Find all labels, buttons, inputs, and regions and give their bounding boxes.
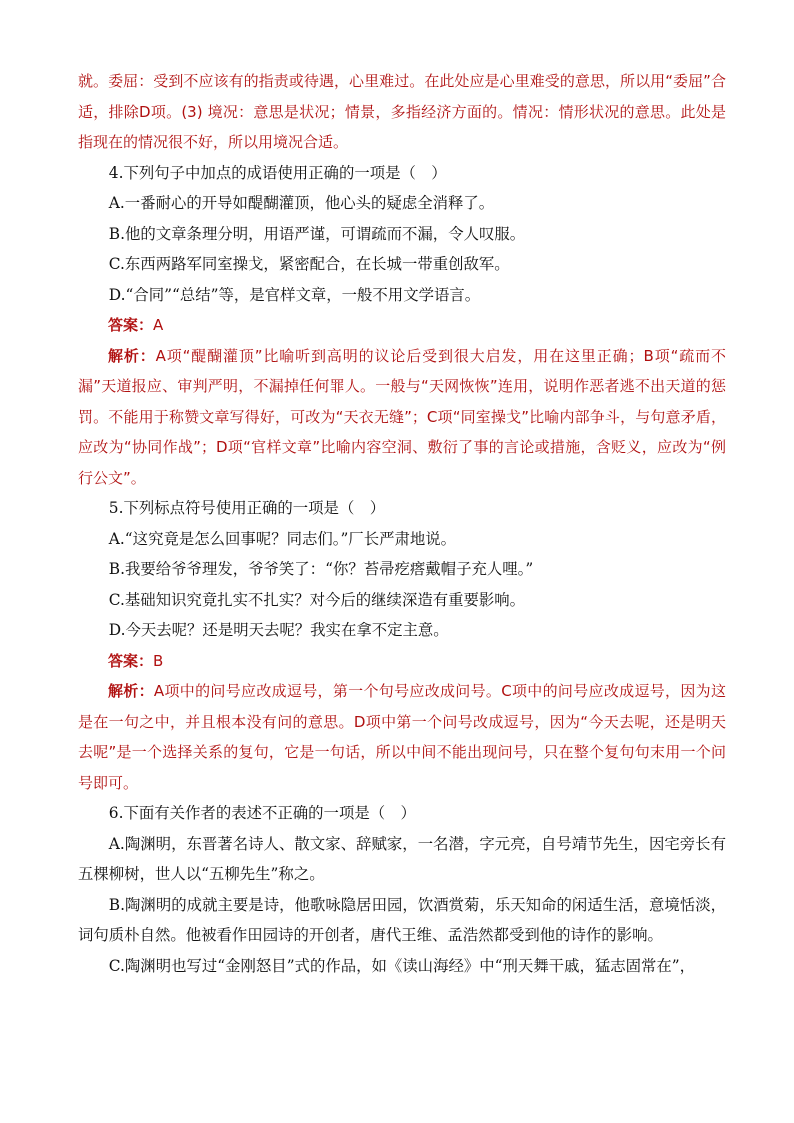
question-6-option-b: B.陶渊明的成就主要是诗，他歌咏隐居田园，饮酒赏菊，乐天知命的闲适生活，意境恬淡，词句质朴自然。他被看作田园诗的开创者，唐代王维、孟浩然都受到他的诗作的影响。 [78,895,726,944]
previous-explanation: 就。委屈：受到不应该有的指责或待遇，心里难过。在此处应是心里难受的意思，所以用“委屈”合适，排除D项。(3) 境况：意思是状况；情景，多指经济方面的。情况：情形状况的意思。此处是指现在的情况很不好，所以用境况合适。 [78,72,726,151]
document-page [78,66,726,981]
question-5-option-a: A.“这究竟是怎么回事呢？同志们。”厂长严肃地说。 [108,529,457,548]
analysis-text: A项中的问号应改成逗号，第一个句号应改成问号。C项中的问号应改成逗号，因为这是在一句之中，并且根本没有问的意思。D项中第一个问号改成逗号，因为“今天去呢，还是明天去呢”是一个选择关系的复句，它是一句话，所以中间不能出现问号，只在整个复句句末用一个问号即可。 [78,682,726,792]
question-4-option-c: C.东西两路军同室操戈，紧密配合，在长城一带重创敌军。 [108,255,510,273]
question-4-option-b: B.他的文章条理分明，用语严谨，可谓疏而不漏，令人叹服。 [108,224,526,243]
question-4-option-d: D.“合同”“总结”等，是官样文章，一般不用文学语言。 [108,285,481,304]
question-4-stem: 4.下列句子中加点的成语使用正确的一项是（ ） [108,163,447,182]
answer-value: B [153,651,164,670]
answer-label: 答案： [108,316,154,334]
question-6-stem: 6.下面有关作者的表述不正确的一项是（ ） [108,804,416,822]
question-4-answer [78,310,726,341]
question-6-option-c: C.陶渊明也写过“金刚怒目”式的作品，如《读山海经》中“刑天舞干戚，猛志固常在”， [108,956,696,975]
question-5-analysis [78,676,726,798]
analysis-label: 解析： [108,682,154,700]
question-5-stem: 5.下列标点符号使用正确的一项是（ ） [108,499,386,517]
question-5-option-c: C.基础知识究竟扎实不扎实？对今后的继续深造有重要影响。 [108,590,526,609]
question-5-option-b: B.我要给爷爷理发，爷爷笑了：“你？苔帚疙瘩戴帽子充人哩。” [108,560,534,578]
question-5-answer [78,646,726,677]
question-4-analysis [78,341,726,494]
question-5-option-d: D.今天去呢？还是明天去呢？我实在拿不定主意。 [108,621,449,639]
question-4-option-a: A.一番耐心的开导如醍醐灌顶，他心头的疑虑全消释了。 [108,194,495,212]
analysis-text: A项“醍醐灌顶”比喻听到高明的议论后受到很大启发，用在这里正确；B项“疏而不漏”天道报应、审判严明，不漏掉任何罪人。一般与“天网恢恢”连用，说明作恶者逃不出天道的惩罚。不能用于称赞文章写得好，可改为“天衣无缝”；C项“同室操戈”比喻内部争斗，与句意矛盾，应改为“协同作战”；D项“官样文章”比喻内容空洞、敷衍了事的言论或措施，含贬义，应改为“例行公文”。 [78,346,726,487]
analysis-label: 解析： [108,346,156,365]
answer-value: A [153,316,164,334]
answer-label: 答案： [108,651,154,670]
question-6-option-a: A.陶渊明，东晋著名诗人、散文家、辞赋家，一名潜，字元亮，自号靖节先生，因宅旁长有五棵柳树，世人以“五柳先生”称之。 [78,834,726,883]
